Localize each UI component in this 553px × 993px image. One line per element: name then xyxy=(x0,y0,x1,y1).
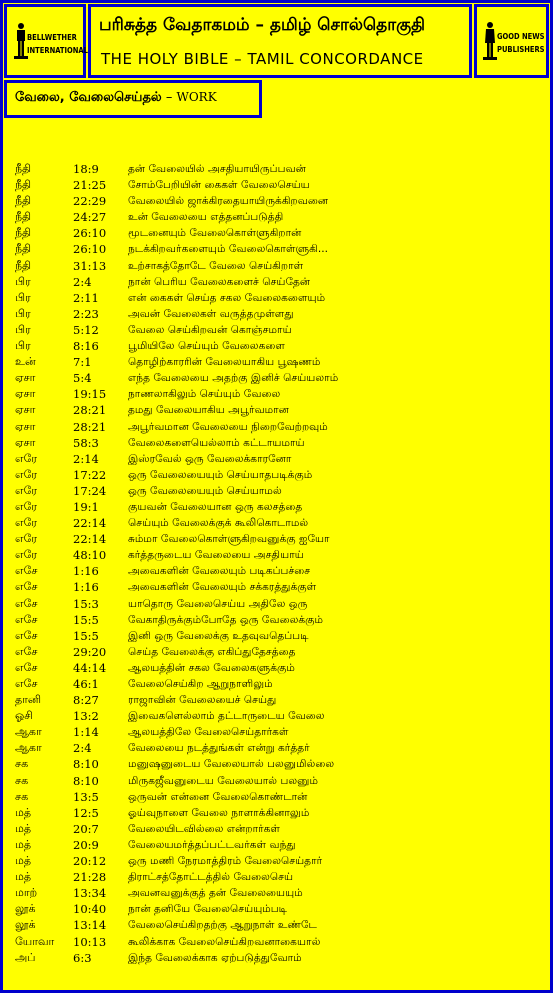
book-abbrev: பிர xyxy=(15,339,31,353)
book-abbrev: எசே xyxy=(15,612,38,626)
book-abbrev: மத் xyxy=(15,805,32,819)
book-abbrev: பிர xyxy=(15,290,31,304)
topic-box xyxy=(4,80,262,118)
verse-text: சும்மா வேலைகொள்ளுகிறவனுக்கு ஐயோ xyxy=(128,533,330,546)
verse-ref: 15:5 xyxy=(73,612,99,627)
list-item xyxy=(15,789,545,805)
verse-ref: 2:4 xyxy=(73,741,92,756)
verse-ref: 20:9 xyxy=(73,837,99,852)
list-item xyxy=(15,612,545,628)
book-abbrev: மத் xyxy=(15,870,32,884)
list-item xyxy=(15,901,545,917)
list-item xyxy=(15,740,545,756)
list-item xyxy=(15,274,545,290)
book-abbrev: தானி xyxy=(15,693,42,707)
list-item xyxy=(15,596,545,612)
verse-text: இவைகளெல்லாம் தட்டாருடைய வேலை xyxy=(128,710,325,723)
book-abbrev: ஏசா xyxy=(15,419,36,433)
list-item xyxy=(15,451,545,467)
verse-ref: 18:9 xyxy=(73,162,99,176)
book-abbrev: யோவா xyxy=(15,934,55,948)
topic-tamil: வேலை, வேலைசெய்தல் xyxy=(15,90,162,105)
verse-ref: 48:10 xyxy=(73,548,107,563)
verse-text: வேலையை நடத்துங்கள் என்று கர்த்தர் xyxy=(128,742,310,755)
verse-ref: 29:20 xyxy=(73,644,107,659)
book-abbrev: சக xyxy=(15,789,29,803)
list-item xyxy=(15,499,545,515)
book-abbrev: ஏசா xyxy=(15,387,36,401)
verse-ref: 7:1 xyxy=(73,355,92,370)
book-abbrev: ஓசி xyxy=(15,709,33,723)
title-english: THE HOLY BIBLE – TAMIL CONCORDANCE xyxy=(101,50,424,68)
book-abbrev: நீதி xyxy=(15,178,32,192)
verse-text: வேகாதிருக்கும்போதே ஒரு வேலைக்கும் xyxy=(128,613,324,626)
book-abbrev: மத் xyxy=(15,821,32,835)
verse-text: வேலைகளையெல்லாம் கட்டாயமாய் xyxy=(128,436,305,449)
verse-ref: 8:10 xyxy=(73,757,99,772)
list-item xyxy=(15,515,545,531)
verse-ref: 2:4 xyxy=(73,274,92,289)
verse-text: அபூர்வமான வேலையை நிறைவேற்றவும் xyxy=(128,420,328,433)
book-abbrev: அப் xyxy=(15,950,36,964)
verse-text: மூடனையும் வேலைகொள்ளுகிறான் xyxy=(128,227,302,240)
logo-right-line1: GOOD NEWS xyxy=(497,32,545,41)
verse-ref: 58:3 xyxy=(73,435,99,450)
list-item xyxy=(15,467,545,483)
verse-text: பூமியிலே செய்யும் வேலைகளை xyxy=(128,340,285,353)
verse-text: உன் வேலையை எத்தனப்படுத்தி xyxy=(128,211,284,224)
list-item xyxy=(15,773,545,789)
verse-text: தன் வேலையில் அசதியாயிருப்பவன் xyxy=(128,163,306,175)
verse-ref: 22:14 xyxy=(73,532,107,547)
verse-ref: 26:10 xyxy=(73,226,107,241)
verse-ref: 31:13 xyxy=(73,258,107,273)
book-abbrev: பிர xyxy=(15,306,31,320)
book-abbrev: ஏசா xyxy=(15,403,36,417)
verse-ref: 13:5 xyxy=(73,789,99,804)
verse-text: ராஜாவின் வேலையைச் செய்து xyxy=(128,694,277,707)
list-item xyxy=(15,708,545,724)
verse-text: செய்யும் வேலைக்குக் கூலிகொடாமல் xyxy=(128,517,309,530)
verse-ref: 5:4 xyxy=(73,371,92,386)
verse-ref: 8:16 xyxy=(73,339,99,354)
verse-text: ஒரு வேலையையும் செய்யாதபடிக்கும் xyxy=(128,468,313,481)
verse-ref: 15:3 xyxy=(73,596,99,611)
book-abbrev: எசே xyxy=(15,628,38,642)
list-item xyxy=(15,209,545,225)
book-abbrev: எசே xyxy=(15,564,38,578)
verse-text: இனி ஒரு வேலைக்கு உதவுவதெப்படி xyxy=(128,629,309,642)
verse-ref: 22:14 xyxy=(73,516,107,531)
good-news-logo xyxy=(474,4,549,78)
list-item xyxy=(15,370,545,386)
list-item xyxy=(15,402,545,418)
book-abbrev: மத் xyxy=(15,837,32,851)
list-item xyxy=(15,917,545,933)
list-item xyxy=(15,258,545,274)
verse-ref: 22:29 xyxy=(73,194,107,209)
list-item xyxy=(15,724,545,740)
book-abbrev: நீதி xyxy=(15,258,32,272)
verse-text: ஓய்வுநாளை வேலை நாளாக்கினாலும் xyxy=(128,806,310,819)
book-abbrev: லூக் xyxy=(15,902,36,916)
list-item xyxy=(15,354,545,370)
list-item xyxy=(15,885,545,901)
verse-ref: 28:21 xyxy=(73,403,107,418)
verse-text: அவனவனுக்குத் தன் வேலையையும் xyxy=(128,887,303,900)
verse-ref: 20:7 xyxy=(73,821,99,836)
verse-ref: 44:14 xyxy=(73,660,107,675)
verse-text: செய்த வேலைக்கு எகிப்துதேசத்தை xyxy=(128,645,296,658)
book-abbrev: பிர xyxy=(15,322,31,336)
verse-text: சோம்பேறியின் கைகள் வேலைசெய்ய xyxy=(128,179,310,192)
verse-text: வேலைசெய்கிறதற்கு ஆறுநாள் உண்டே xyxy=(128,919,317,932)
verse-ref: 1:16 xyxy=(73,564,99,579)
book-abbrev: உன் xyxy=(15,355,36,369)
title-tamil: பரிசுத்த வேதாகமம் – தமிழ் சொல்தொகுதி xyxy=(99,15,426,35)
verse-ref: 21:25 xyxy=(73,178,107,193)
list-item xyxy=(15,290,545,306)
book-abbrev: நீதி xyxy=(15,162,32,175)
verse-ref: 13:34 xyxy=(73,886,107,901)
verse-ref: 1:16 xyxy=(73,580,99,595)
book-abbrev: எரே xyxy=(15,451,38,465)
verse-ref: 10:13 xyxy=(73,934,107,949)
verse-text: இந்த வேலைக்காக ஏற்படுத்துவோம் xyxy=(128,951,302,964)
verse-ref: 2:11 xyxy=(73,290,99,305)
book-abbrev: நீதி xyxy=(15,210,32,224)
verse-text: நாணலாகிலும் செய்யும் வேலை xyxy=(128,388,281,401)
book-abbrev: எரே xyxy=(15,467,38,481)
verse-text: நான் பெரிய வேலைகளைச் செய்தேன் xyxy=(128,275,311,288)
list-item xyxy=(15,805,545,821)
book-abbrev: எரே xyxy=(15,483,38,497)
list-item xyxy=(15,483,545,499)
book-abbrev: எசே xyxy=(15,580,38,594)
book-abbrev: நீதி xyxy=(15,226,32,240)
verse-text: அவன் வேலைகள் வருத்தமுள்ளது xyxy=(128,307,294,320)
list-item xyxy=(15,853,545,869)
logo-right-line2: PUBLISHERS xyxy=(497,45,545,54)
verse-text: எந்த வேலையை அதற்கு இனிச் செய்யலாம் xyxy=(128,372,339,385)
book-abbrev: லூக் xyxy=(15,918,36,932)
verse-ref: 2:23 xyxy=(73,306,99,321)
verse-text: தொழிற்காரரின் வேலையாகிய பூஷணம் xyxy=(128,356,321,369)
verse-text: வேலையில் ஜாக்கிரதையாயிருக்கிறவனை xyxy=(128,195,329,208)
book-abbrev: மாற் xyxy=(15,886,38,900)
list-item xyxy=(15,934,545,950)
verse-text: யாதொரு வேலைசெய்ய அதிலே ஒரு xyxy=(128,597,308,610)
topic-separator: – xyxy=(161,90,177,105)
list-item xyxy=(15,177,545,193)
verse-text: வேலைசெய்கிற ஆறுநாளிலும் xyxy=(128,678,273,690)
verse-ref: 17:24 xyxy=(73,483,107,498)
list-item xyxy=(15,821,545,837)
verse-text: கூலிக்காக வேலைசெய்கிறவனாகையால் xyxy=(128,935,321,948)
book-abbrev: எசே xyxy=(15,644,38,658)
book-abbrev: ஏசா xyxy=(15,371,36,385)
book-abbrev: ஆகா xyxy=(15,741,42,755)
list-item xyxy=(15,756,545,772)
list-item xyxy=(15,628,545,644)
verse-ref: 1:14 xyxy=(73,725,99,740)
verse-ref: 20:12 xyxy=(73,854,107,869)
verse-ref: 17:22 xyxy=(73,467,107,482)
list-item xyxy=(15,676,545,692)
verse-text: ஒருவன் என்னை வேலைகொண்டான் xyxy=(128,790,308,803)
verse-ref: 10:40 xyxy=(73,902,107,917)
verse-text: திராட்சத்தோட்டத்தில் வேலைசெய் xyxy=(128,871,294,884)
book-abbrev: எரே xyxy=(15,499,38,513)
list-item xyxy=(15,531,545,547)
verse-text: என் கைகள் செய்த சகல வேலைகளையும் xyxy=(128,291,326,304)
verse-text: ஆலயத்தின் சகல வேலைகளுக்கும் xyxy=(128,661,295,674)
book-abbrev: ஆகா xyxy=(15,725,42,739)
topic-english: WORK xyxy=(176,90,217,104)
verse-ref: 6:3 xyxy=(73,950,92,965)
list-item xyxy=(15,225,545,241)
list-item xyxy=(15,241,545,257)
verse-ref: 2:14 xyxy=(73,451,99,466)
verse-text: மனுஷனுடைய வேலையால் பலனுமில்லை xyxy=(128,758,335,771)
person-silhouette-icon xyxy=(14,22,28,60)
concordance-list xyxy=(15,161,545,966)
verse-text: குயவன் வேலையான ஒரு கலசத்தை xyxy=(128,500,303,513)
list-item xyxy=(15,435,545,451)
book-abbrev: சக xyxy=(15,773,29,787)
list-item xyxy=(15,419,545,435)
book-abbrev: எரே xyxy=(15,532,38,546)
verse-ref: 46:1 xyxy=(73,677,99,691)
verse-ref: 19:1 xyxy=(73,499,99,514)
list-item xyxy=(15,547,545,563)
book-abbrev: எசே xyxy=(15,677,38,690)
verse-ref: 15:5 xyxy=(73,628,99,643)
verse-text: வேலை செய்கிறவன் கொஞ்சமாய் xyxy=(128,323,292,336)
logo-left-line2: INTERNATIONAL xyxy=(27,46,88,55)
list-item xyxy=(15,322,545,338)
list-item xyxy=(15,161,545,177)
verse-ref: 21:28 xyxy=(73,870,107,885)
book-abbrev: எரே xyxy=(15,548,38,562)
list-item xyxy=(15,837,545,853)
list-item xyxy=(15,644,545,660)
list-item xyxy=(15,869,545,885)
verse-text: மிருகஜீவனுடைய வேலையால் பலனும் xyxy=(128,774,318,787)
verse-ref: 26:10 xyxy=(73,242,107,257)
verse-ref: 19:15 xyxy=(73,387,107,402)
list-item xyxy=(15,306,545,322)
book-abbrev: நீதி xyxy=(15,194,32,208)
book-abbrev: எசே xyxy=(15,660,38,674)
book-abbrev: ஏசா xyxy=(15,435,36,449)
verse-ref: 24:27 xyxy=(73,210,107,225)
book-abbrev: எரே xyxy=(15,516,38,530)
book-abbrev: நீதி xyxy=(15,242,32,256)
list-item xyxy=(15,193,545,209)
topic-heading xyxy=(15,90,217,106)
title-box xyxy=(88,4,472,78)
verse-text: உற்சாகத்தோடே வேலை செய்கிறாள் xyxy=(128,259,304,272)
verse-text: அவைகளின் வேலையும் படிகப்பச்சை xyxy=(128,565,311,578)
list-item xyxy=(15,386,545,402)
list-item xyxy=(15,660,545,676)
verse-text: நான் தனியே வேலைசெய்யும்படி xyxy=(128,903,288,916)
verse-text: அவைகளின் வேலையும் சக்கரத்துக்குள் xyxy=(128,581,317,594)
book-abbrev: சக xyxy=(15,757,29,771)
list-item xyxy=(15,950,545,966)
verse-text: ஆலயத்திலே வேலைசெய்தார்கள் xyxy=(128,726,289,739)
logo-left-line1: BELLWETHER xyxy=(27,33,77,42)
verse-text: ஒரு வேலையையும் செய்யாமல் xyxy=(128,484,282,497)
verse-text: வேலையிடவில்லை என்றார்கள் xyxy=(128,822,280,835)
book-abbrev: மத் xyxy=(15,854,32,868)
verse-ref: 13:2 xyxy=(73,709,99,724)
verse-ref: 8:27 xyxy=(73,693,99,708)
list-item xyxy=(15,563,545,579)
book-abbrev: எசே xyxy=(15,596,38,610)
verse-text: வேலையமர்த்தப்பட்டவர்கள் வந்து xyxy=(128,838,296,851)
person-silhouette-icon xyxy=(483,21,497,61)
verse-text: இஸ்ரவேல் ஒரு வேலைக்காரனோ xyxy=(128,452,292,465)
verse-text: நடக்கிறவர்களையும் வேலைகொள்ளுகி... xyxy=(128,243,328,256)
book-abbrev: பிர xyxy=(15,274,31,288)
verse-ref: 12:5 xyxy=(73,805,99,820)
list-item xyxy=(15,692,545,708)
verse-ref: 13:14 xyxy=(73,918,107,933)
verse-ref: 28:21 xyxy=(73,419,107,434)
verse-ref: 8:10 xyxy=(73,773,99,788)
verse-text: தமது வேலையாகிய அபூர்வமான xyxy=(128,404,289,417)
list-item xyxy=(15,579,545,595)
verse-text: கர்த்தருடைய வேலையை அசதியாய் xyxy=(128,549,304,562)
verse-text: ஒரு மணி நேரமாத்திரம் வேலைசெய்தார் xyxy=(128,855,323,868)
verse-ref: 5:12 xyxy=(73,322,99,337)
bellwether-logo xyxy=(4,4,86,78)
list-item xyxy=(15,338,545,354)
